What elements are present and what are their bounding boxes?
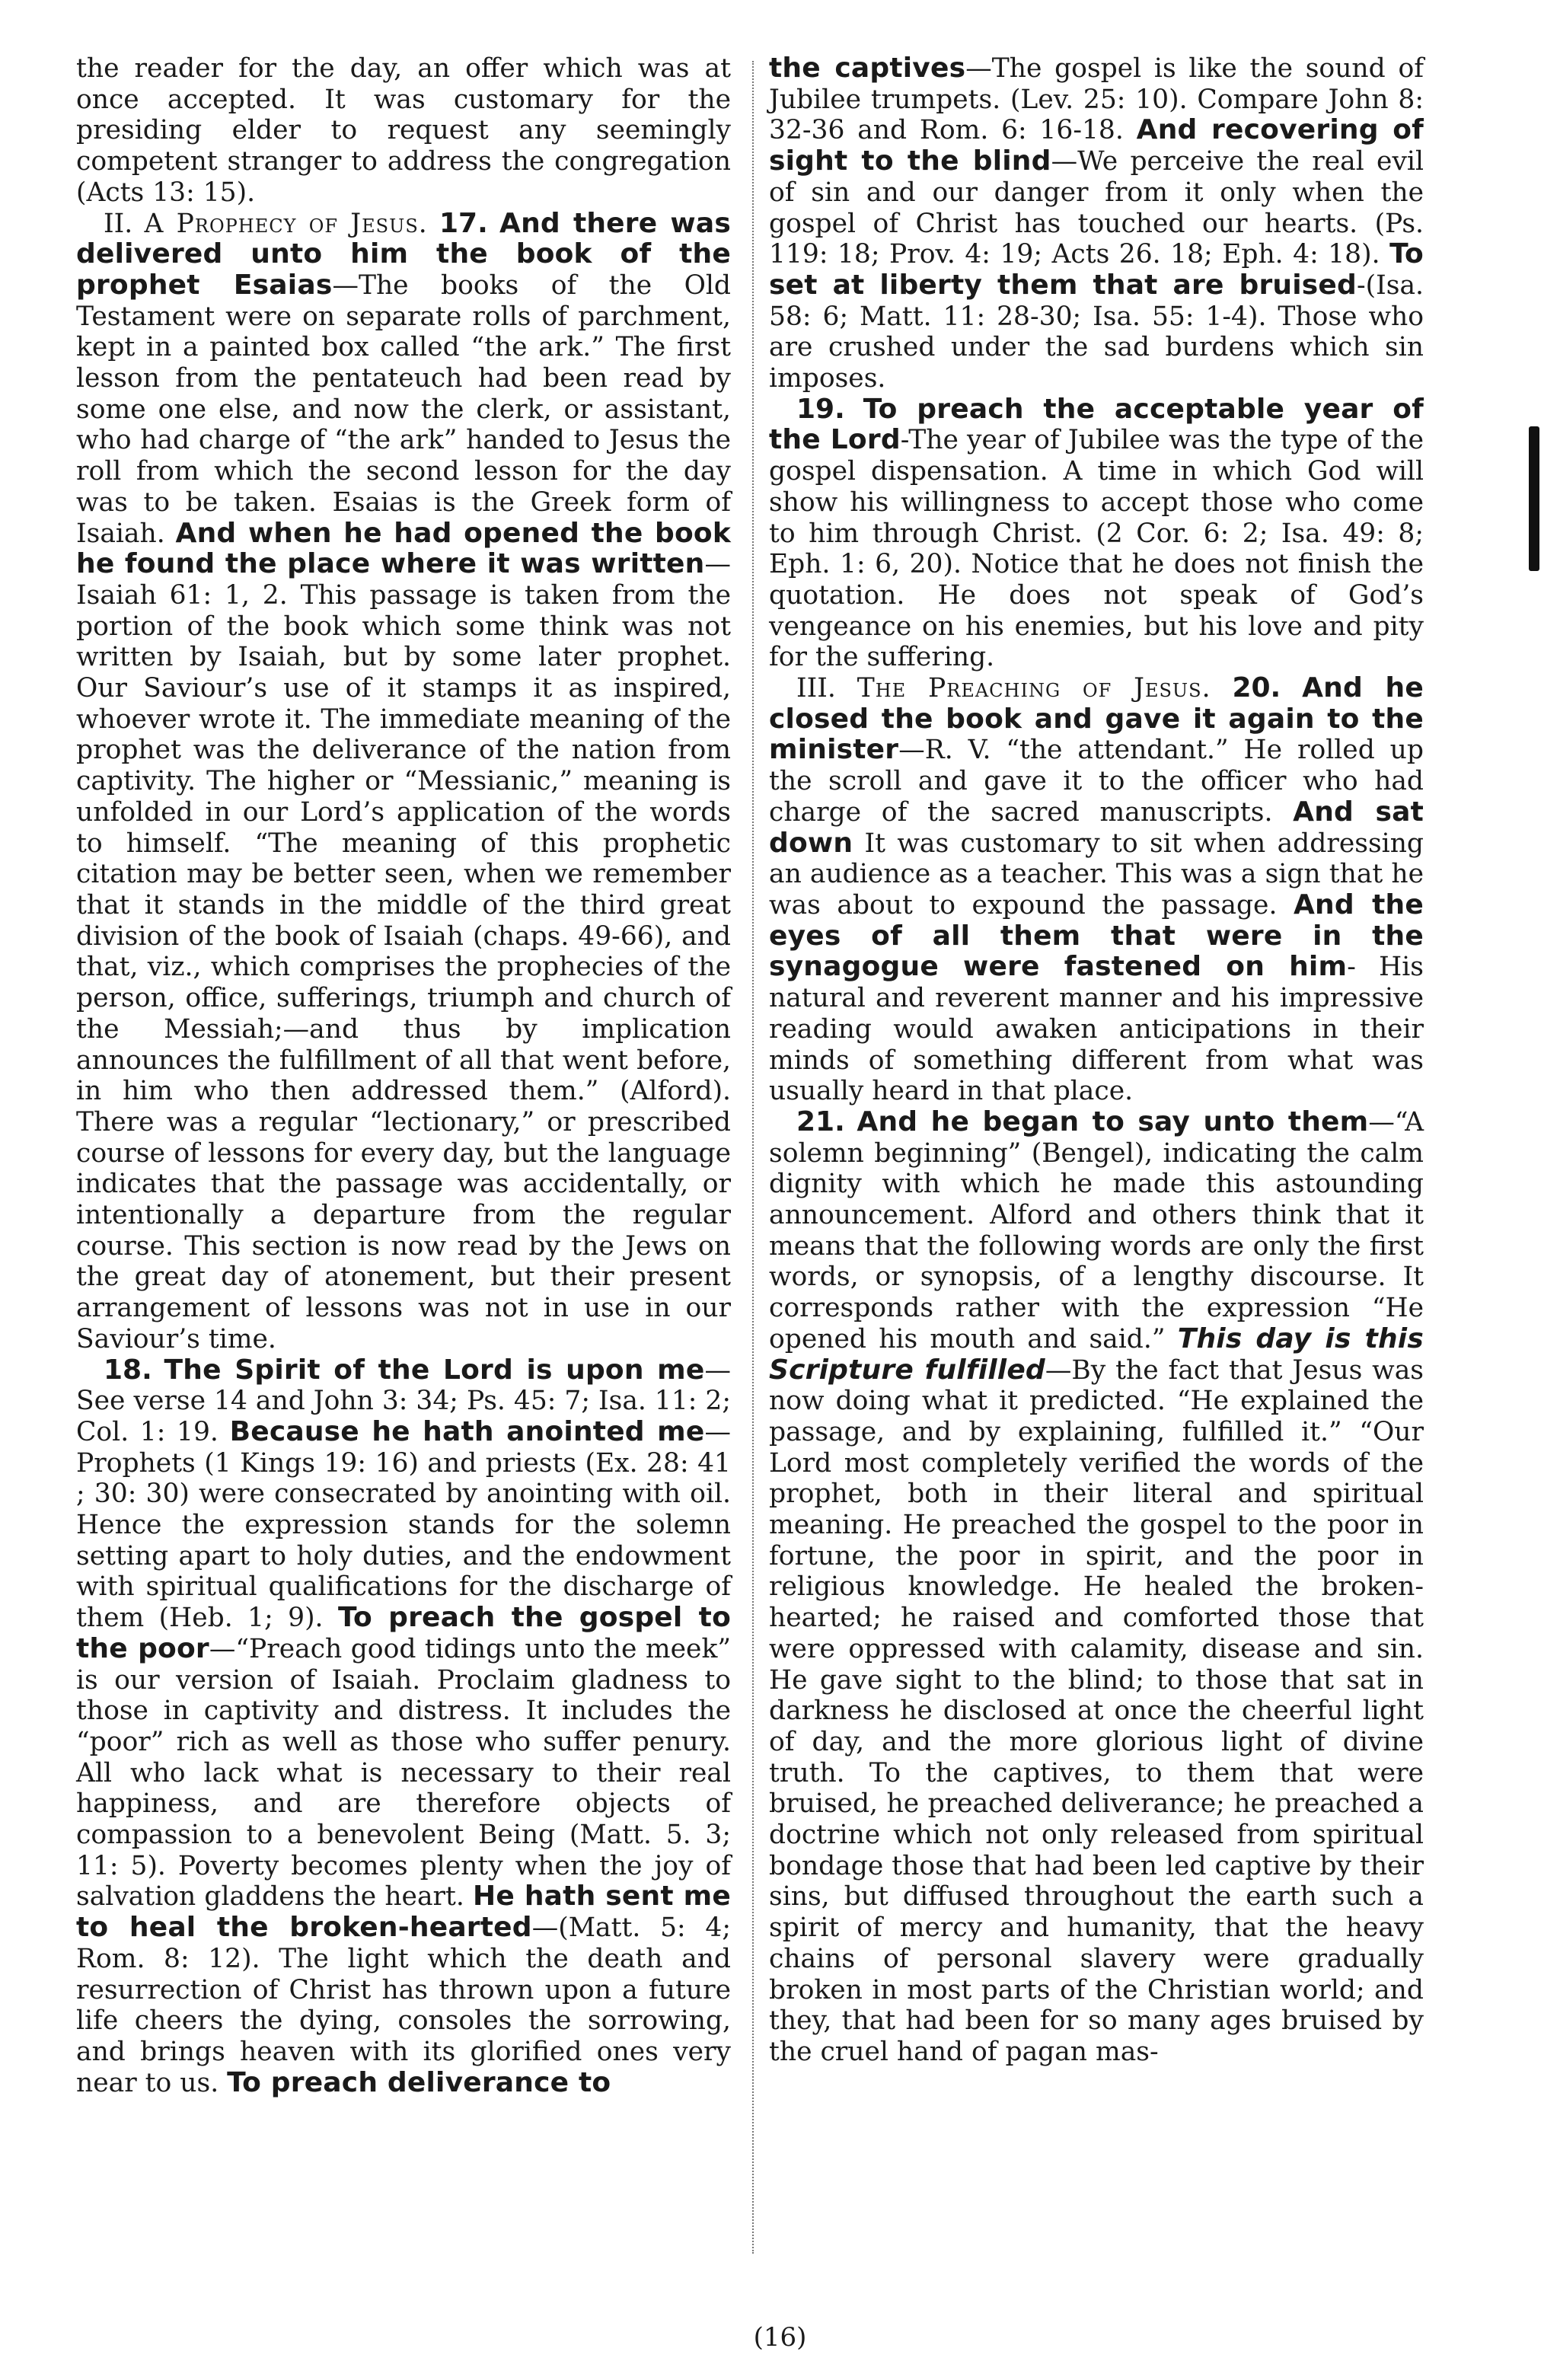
paragraph xyxy=(769,1107,1424,2068)
body-text: —The gospel is like the sound of Jubilee trumpets. (Lev. 25: 10). Compare John 8: 32-36 and Rom. 6: 16-18. xyxy=(769,53,1424,146)
body-text: —By the fact that Jesus was now doing what it predicted. “He explained the passage, and by explaining, fulfilled it.” “Our Lord most completely verified the words of the prophet, both in their literal and spiritual meaning. He preached the gospel to the poor in fortune, the poor in spirit, and the poor in religious knowledge. He healed the broken-hearted; he raised and comforted those that were oppressed with calamity, disease and sin. He gave sight to the blind; to those that sat in darkness he disclosed at once the cheerful light of day, and the more glorious light of divine truth. To the captives, to them that were bruised, he preached deliverance; he preached a doctrine which not only released from spiritual bondage those that had been led captive by their sins, but diffused throughout the earth such a spirit of mercy and humanity, that the heavy chains of personal slavery were gradually broken in most parts of the Christian world; and they, that had been for so many ages bruised by the cruel hand of pagan mas- xyxy=(769,1354,1424,2067)
body-text: - His natural and reverent manner and his impressive reading would awaken anticipations in their minds of something different from what was usually heard in that place. xyxy=(769,952,1424,1107)
section-heading: A Prophecy of Jesus. xyxy=(144,208,428,239)
body-text: —“Preach good tidings unto the meek” is our version of Isaiah. Proclaim gladness to those in captivity and distress. It includes the “poor” rich as well as those who suffer penury. All who lack what is necessary to their real happiness, and are therefore objects of compassion to a benevolent Being (Matt. 5. 3; 11: 5). Poverty becomes plenty when the joy of salvation gladdens the heart. xyxy=(76,1633,731,1913)
body-text: —The books of the Old Testament were on separate rolls of parchment, kept in a painted box called “the ark.” The first lesson from the pentateuch had been read by some one else, and now the clerk, or assistant, who had charge of “the ark” handed to Jesus the roll from which the second lesson for the day was to be taken. Esaias is the Greek form of Isaiah. xyxy=(76,270,731,549)
body-text: — Isaiah 61: 1, 2. This passage is taken from the portion of the book which some think was not written by Isaiah, but by some later prophet. Our Saviour’s use of it stamps it as inspired, whoever wrote it. The immediate meaning of the prophet was the deliverance of the nation from captivity. The higher or “Messianic,” meaning is unfolded in our Lord’s application of the words to himself. “The meaning of this prophetic citation may be better seen, when we remember that it stands in the middle of the third great division of the book of Isaiah (chaps. 49-66), and that, viz., which comprises the prophecies of the person, office, sufferings, triumph and church of the Messiah;—and thus by implication announces the fulfillment of all that went before, in him who then addressed them.” (Alford). There was a regular “lectionary,” or prescribed course of lessons for every day, but the language indicates that the passage was accidentally, or intentionally a departure from the regular course. This section is now read by the Jews on the great day of atonement, but their present arrangement of lessons was not in use in our Saviour’s time. xyxy=(76,549,731,1354)
verse-highlight: And there was delivered unto him the book of the prophet Esaias xyxy=(76,207,731,301)
verse-number: 18. xyxy=(104,1354,152,1386)
body-text: —(Matt. 5: 4; Rom. 8: 12). The light which the death and resurrection of Christ has thrown upon a future life cheers the dying, consoles the sorrowing, and brings heaven with its glorified ones very near to us. xyxy=(76,1913,731,2098)
verse-highlight: This day is this Scripture fulfilled xyxy=(769,1322,1424,1386)
verse-highlight: To set at liberty them that are bruised xyxy=(769,238,1424,301)
paragraph xyxy=(76,209,731,1355)
verse-highlight: And recovering of sight to the blind xyxy=(769,114,1424,177)
body-text: —Prophets (1 Kings 19: 16) and priests (Ex. 28: 41 ; 30: 30) were consecrated by anointing with oil. Hence the expression stands for the solemn setting apart to holy duties, and the endowment with spiritual qualifications for the discharge of them (Heb. 1; 9). xyxy=(76,1416,732,1634)
verse-highlight: And sat down xyxy=(769,796,1424,859)
verse-highlight: Because he hath anointed me xyxy=(229,1415,705,1447)
body-text: the reader for the day, an offer which was at once accepted. It was customary for the presiding elder to request any seemingly competent stranger to address the congregation (Acts 13: 15). xyxy=(76,53,731,208)
verse-highlight: To preach the acceptable year of the Lord xyxy=(769,393,1424,456)
left-column xyxy=(76,53,731,2098)
paragraph xyxy=(76,53,731,209)
paragraph xyxy=(769,53,1424,394)
verse-highlight: The Spirit of the Lord is upon me xyxy=(164,1354,705,1386)
verse-number: 21. xyxy=(796,1105,845,1137)
body-text: —R. V. “the attendant.” He rolled up the scroll and gave it to the officer who had charge of the sacred manuscripts. xyxy=(769,735,1424,828)
verse-number: 17. xyxy=(439,207,488,239)
verse-highlight: And he began to say unto them xyxy=(857,1105,1369,1137)
body-text: —We perceive the real evil of sin and our danger from it only when the gospel of Christ has touched our hearts. (Ps. 119: 18; Prov. 4: 19; Acts 26. 18; Eph. 4: 18). xyxy=(769,146,1424,270)
body-text: —“A solemn beginning” (Bengel), indicating the calm dignity with which he made this astounding announcement. Alford and others think that it means that the following words are only the first words, or synopsis, of a lengthy discourse. It corresponds rather with the expression “He opened his mouth and said.” xyxy=(769,1106,1424,1354)
paragraph xyxy=(76,1355,731,2099)
body-text: -The year of Jubilee was the type of the gospel dispensation. A time in which God will show his willingness to accept those who come to him through Christ. (2 Cor. 6: 2; Isa. 49: 8; Eph. 1: 6, 20). Notice that he does not finish the quotation. He does not speak of God’s vengeance on his enemies, but his love and pity for the suffering. xyxy=(769,425,1424,673)
verse-highlight: And he closed the book and gave it again to the minister xyxy=(769,672,1424,766)
right-column xyxy=(769,53,1424,2068)
margin-mark xyxy=(1529,426,1539,571)
verse-highlight: He hath sent me to heal the broken-hearted xyxy=(76,1881,732,1944)
paragraph xyxy=(769,394,1424,673)
verse-highlight: the captives xyxy=(769,53,966,84)
body-text: —See verse 14 and John 3: 34; Ps. 45: 7; Isa. 11: 2; Col. 1: 19. xyxy=(76,1354,732,1447)
verse-highlight: To preach the gospel to the poor xyxy=(76,1602,731,1664)
section-number: II. xyxy=(104,208,133,239)
page-number: (16) xyxy=(753,2322,807,2353)
section-number: III. xyxy=(796,673,836,704)
verse-highlight: To preach deliverance to xyxy=(227,2066,611,2098)
section-heading: The Preaching of Jesus. xyxy=(857,673,1211,704)
paragraph xyxy=(769,673,1424,1107)
verse-highlight: And when he had opened the book he found the place where it was written xyxy=(76,517,732,580)
body-text: -(Isa. 58: 6; Matt. 11: 28-30; Isa. 55: 1-4). Those who are crushed under the sad burdens which sin imposes. xyxy=(769,270,1424,394)
column-divider xyxy=(752,61,754,2254)
verse-number: 20. xyxy=(1232,672,1281,704)
verse-highlight: And the eyes of all them that were in the synagogue were fastened on him xyxy=(769,889,1424,983)
document-page xyxy=(76,53,1424,2299)
body-text: It was customary to sit when addressing an audience as a teacher. This was a sign that he was about to expound the passage. xyxy=(769,828,1424,920)
verse-number: 19. xyxy=(796,393,845,425)
